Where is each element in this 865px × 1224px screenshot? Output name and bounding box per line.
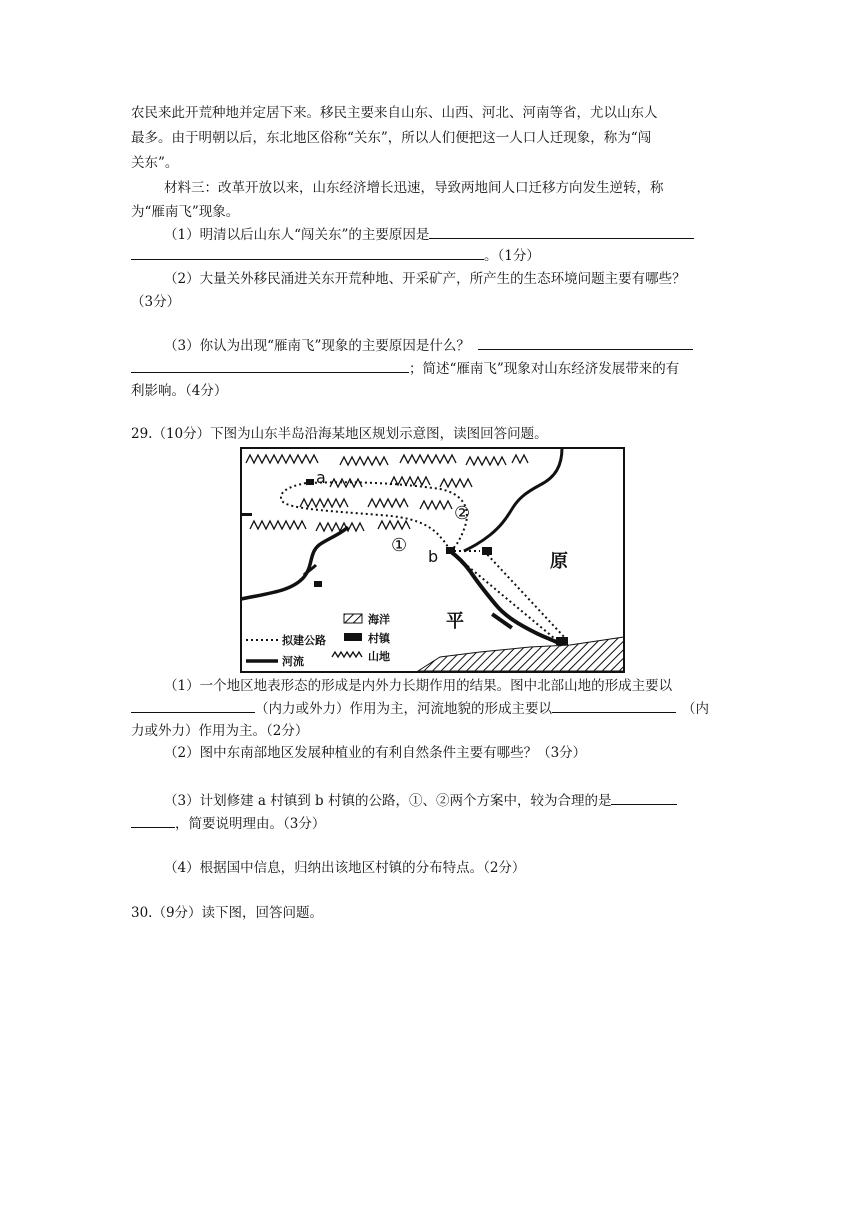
question-29-1-cont xyxy=(131,698,736,719)
label-b: b xyxy=(428,547,439,566)
question-28-2: （2）大量关外移民涌进关东开荒种地、开采矿产，所产生的生态环境问题主要有哪些？ xyxy=(164,271,686,287)
question-28-1-cont xyxy=(131,245,736,266)
question-28-1 xyxy=(164,224,736,245)
legend-town-symbol xyxy=(344,633,362,641)
question-29-heading: 29.（10分）下图为山东半岛沿海某地区规划示意图，读图回答问题。 xyxy=(131,426,548,442)
text-line: 农民来此开荒种地并定居下来。移民主要来自山东、山西、河北、河南等省，尤以山东人 xyxy=(131,105,658,121)
answer-blank[interactable] xyxy=(131,245,484,260)
question-text: ；简述“雁南飞”现象对山东经济发展带来的有 xyxy=(409,361,680,377)
town-coast-symbol xyxy=(556,637,568,645)
question-text: （3）你认为出现“雁南飞”现象的主要原因是什么？ xyxy=(164,338,470,354)
town-west-symbol xyxy=(242,513,252,516)
answer-blank[interactable] xyxy=(131,698,255,713)
question-text: ，简要说明理由。（3分） xyxy=(175,816,326,832)
answer-blank[interactable] xyxy=(131,358,409,373)
question-29-3 xyxy=(164,790,736,811)
coastal-planning-map xyxy=(240,447,625,673)
town-east-symbol xyxy=(482,547,492,555)
question-29-4: （4）根据国中信息，归纳出该地区村镇的分布特点。（2分） xyxy=(164,860,526,876)
question-text: （1）明清以后山东人“闯关东”的主要原因是 xyxy=(164,227,430,243)
question-28-2-score: （3分） xyxy=(131,294,181,310)
material-three: 材料三：改革开放以来，山东经济增长迅速，导致两地间人口迁移方向发生逆转，称 xyxy=(164,180,664,196)
town-river-symbol xyxy=(314,581,322,587)
answer-blank[interactable] xyxy=(478,335,693,350)
question-29-2: （2）图中东南部地区发展种植业的有利自然条件主要有哪些？（3分） xyxy=(164,745,587,761)
answer-blank[interactable] xyxy=(131,813,175,828)
label-a: a xyxy=(316,468,326,487)
score-text: 。（1分） xyxy=(484,248,540,264)
legend-town-label: 村镇 xyxy=(368,632,390,645)
legend-mountain-label: 山地 xyxy=(368,650,390,663)
question-29-1: （1）一个地区地表形态的形成是内外力长期作用的结果。图中北部山地的形成主要以 xyxy=(164,678,673,694)
question-28-3 xyxy=(164,335,736,356)
map-svg xyxy=(240,447,625,673)
town-a-symbol xyxy=(306,479,314,485)
question-30-heading: 30.（9分）读下图，回答问题。 xyxy=(131,905,324,921)
text-line: 最多。由于明朝以后，东北地区俗称“关东”，所以人们便把这一人口人迁现象，称为“闯 xyxy=(131,130,652,146)
label-ping: 平 xyxy=(446,611,464,632)
question-text: （内力或外力）作用为主，河流地貌的形成主要以 xyxy=(255,701,552,717)
label-route-1: ① xyxy=(391,535,408,556)
question-text: （3）计划修建 a 村镇到 b 村镇的公路，①、②两个方案中，较为合理的是 xyxy=(164,793,612,809)
label-yuan: 原 xyxy=(550,551,568,572)
answer-blank[interactable] xyxy=(611,790,677,805)
answer-blank[interactable] xyxy=(552,698,676,713)
town-b-symbol xyxy=(446,547,455,554)
legend-ocean-label: 海洋 xyxy=(368,613,390,626)
legend-river-label: 河流 xyxy=(282,655,304,668)
legend-ocean-symbol xyxy=(344,614,362,623)
legend-road-label: 拟建公路 xyxy=(282,634,326,647)
question-28-3-score: 利影响。（4分） xyxy=(131,383,228,399)
question-28-3-cont xyxy=(131,358,736,379)
text-line: 关东”。 xyxy=(131,155,179,171)
question-29-1-score: 力或外力）作用为主。（2分） xyxy=(131,723,309,739)
question-text: （内 xyxy=(682,701,709,717)
text-line: 为“雁南飞”现象。 xyxy=(131,204,240,220)
question-29-3-cont xyxy=(131,813,736,834)
label-route-2: ② xyxy=(454,503,471,524)
answer-blank[interactable] xyxy=(429,224,694,239)
